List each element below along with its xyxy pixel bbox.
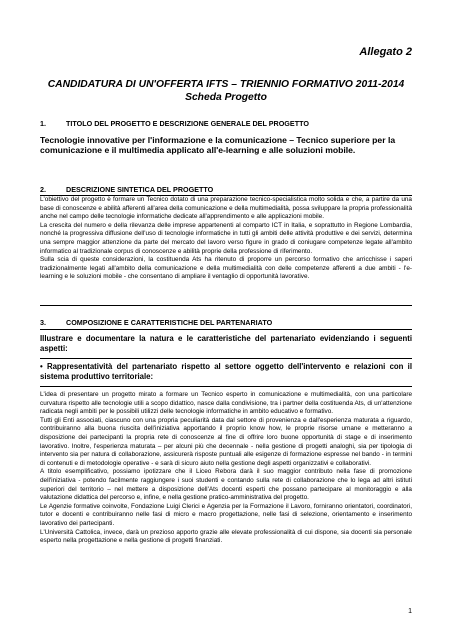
document-page (40, 0, 412, 640)
section-3-bullet: • Rappresentatività del partenariato rispetto al settore oggetto dell'intervento e relazioni con il sistema produttivo territoriale: (40, 362, 412, 381)
title-line-1: CANDIDATURA DI UN'OFFERTA IFTS – TRIENNIO FORMATIVO 2011-2014 (47, 79, 405, 90)
section-2-paragraph: L'obiettivo del progetto è formare un Tecnico dotato di una preparazione tecnico-specialistica molto solida e che, a partire da una base di conoscenze e abilità afferenti all'area della comunicazione e della multimedialità, possa sviluppare la propria professionalità anche nel campo delle tecnologie informatiche dedicate all'apprendimento e alle applicazioni mobile. (40, 196, 412, 221)
section-3-heading (40, 318, 272, 327)
section-3-paragraph: L'Università Cattolica, invece, darà un prezioso apporto grazie alle elevate professionalità di cui dispone, sia docenti sia personale esperto nella progettazione e nella gestione di progetti finanziati. (40, 528, 412, 545)
section-2-number: 2. (40, 185, 46, 194)
title-line-2: Scheda Progetto (185, 92, 267, 103)
allegato-label: Allegato 2 (359, 46, 412, 58)
section-3-intro: Illustrare e documentare la natura e le caratteristiche del partenariato evidenziando i seguenti aspetti: (40, 334, 412, 353)
project-title: Tecnologie innovative per l'informazione e la comunicazione – Tecnico superiore per la comunicazione e il multimedia applicato all'e-learning e alle soluzioni mobile. (40, 135, 396, 155)
section-2-paragraph: La crescita del numero e della rilevanza delle imprese appartenenti al comparto ICT in Italia, e soprattutto in Regione Lombardia, nonché la progressiva diffusione dell'uso di tecnologie informatiche in tutti gli ambiti delle attività produttive e dei servizi, determina una sempre maggior attenzione da parte del mercato del lavoro verso figure in grado di coniugare competenze legate all'ambito informatico al tradizionale corpus di conoscenze e abilità proprie della professione di riferimento. (40, 221, 412, 255)
section-3-paragraph: L'idea di presentare un progetto mirato a formare un Tecnico esperto in comunicazione e multimedialità, con una particolare curvatura rispetto alle tecnologie utili a scopo didattico, nasce dalla condivisione, tra i partner della costituenda Ats, di un'attenzione radicata negli ambiti per le possibili utilizzi delle tecnologie informatiche in ambito educativo e formativo. (40, 391, 412, 416)
section-3-bullet-rule (40, 386, 412, 387)
section-2-paragraph: Sulla scia di queste considerazioni, la costituenda Ats ha ritenuto di proporre un percorso formativo che arricchisse i saperi tradizionalmente legati all'ambito della comunicazione e della multimedialità con delle competenze afferenti a due ambiti - l'e-learning e le soluzioni mobile - che consentano di ampliare il ventaglio di opportunità lavorative. (40, 256, 412, 281)
document-title (40, 78, 412, 104)
section-3-body (40, 391, 412, 546)
section-3-intro-rule (40, 358, 412, 359)
section-1-heading (40, 119, 309, 128)
section-2-bottom-rule (40, 305, 412, 306)
section-2-body (40, 196, 412, 282)
section-3-rule (40, 329, 412, 330)
section-3-paragraph: Le Agenzie formative coinvolte, Fondazione Luigi Clerici e Agenzia per la Formazione il Lavoro, forniranno orientatori, coordinatori, tutor e docenti e contribuiranno nelle fasi di micro e macro progettazione, nelle fasi di selezione, orientamento e inserimento lavorativo dei partecipanti. (40, 502, 412, 527)
section-3-paragraph: Tutti gli Enti associati, ciascuno con una propria peculiarità data dal settore di provenienza e dall'esperienza maturata a riguardo, contribuiranno alla buona riuscita dell'iniziativa apportando il proprio know how, le proprie risorse umane e metteranno a disposizione dei partecipanti la propria rete di conoscenze al fine di offrire loro buone opportunità di stage e di inserimento lavorativo. Inoltre, l'esperienza maturata – per alcuni più che decennale - nella gestione di progetti analoghi, sia per tipologia di intervento sia per natura di collaborazione, assicurerà risposte puntuali alle esigenze di formazione espresse nel bando - in termini di contenuti e di metodologie operative - e sarà di sicuro aiuto nella gestione degli aspetti organizzativi e collaborativi. (40, 416, 412, 467)
section-2-heading-text: DESCRIZIONE SINTETICA DEL PROGETTO (66, 185, 214, 194)
page-number: 1 (408, 608, 412, 615)
section-3-heading-text: COMPOSIZIONE E CARATTERISTICHE DEL PARTENARIATO (66, 318, 273, 327)
section-2-heading (40, 185, 213, 194)
section-1-number: 1. (40, 119, 46, 128)
section-3-paragraph: A titolo esemplificativo, possiamo ipotizzare che il Liceo Rebora darà il suo maggior contributo nella fase di promozione dell'iniziativa - potendo facilmente raggiungere i suoi studenti e contando sulla rete di collaborazione che lo lega ad altri istituti superiori del territorio – nel mettere a disposizione dell'Ats docenti esperti che possano partecipare al monitoraggio e alla valutazione didattica del percorso e, infine, e nella gestione pratico-amministrativa del progetto. (40, 468, 412, 502)
section-1-heading-text: TITOLO DEL PROGETTO E DESCRIZIONE GENERALE DEL PROGETTO (66, 119, 309, 128)
section-3-number: 3. (40, 318, 46, 327)
